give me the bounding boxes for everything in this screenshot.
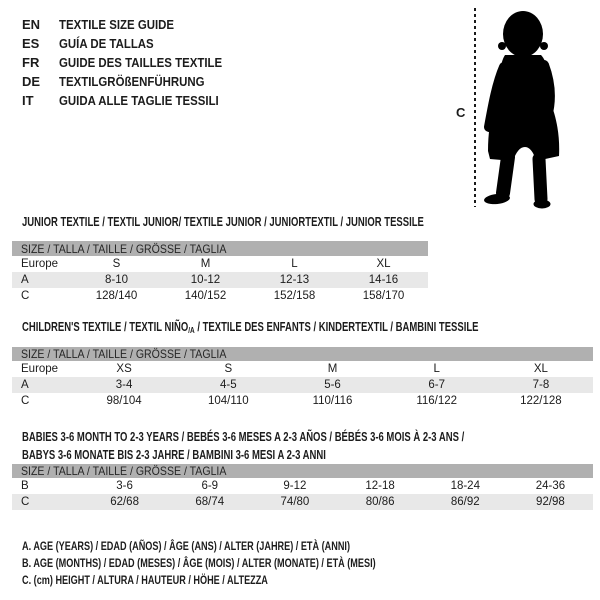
language-label: GUIDE DES TAILLES TEXTILE xyxy=(59,55,223,70)
row-label: A xyxy=(21,379,29,391)
cell: 8-10 xyxy=(104,274,129,286)
row-label: C xyxy=(21,496,30,508)
junior-table-title: JUNIOR TEXTILE / TEXTIL JUNIOR/ TEXTILE JUNIOR / JUNIORTEXTIL / JUNIOR TESSILE xyxy=(22,215,424,229)
table-row xyxy=(12,272,428,288)
cell: 122/128 xyxy=(520,395,562,407)
cell: 68/74 xyxy=(195,496,225,508)
footnote-a: A. AGE (YEARS) / EDAD (AÑOS) / ÂGE (ANS) / ALTER (JAHRE) / ETÀ (ANNI) xyxy=(22,539,350,553)
babies-table-title-line2: BABYS 3-6 MONATE BIS 2-3 JAHRE / BAMBINI 3-6 MESI A 2-3 ANNI xyxy=(22,447,326,462)
row-label: Europe xyxy=(21,363,59,375)
babies-size-header-bar: SIZE / TALLA / TAILLE / GRÖSSE / TAGLIA xyxy=(12,464,593,478)
childrens-table-section xyxy=(12,320,593,409)
language-label: TEXTILGRÖßENFÜHRUNG xyxy=(59,74,205,89)
table-row xyxy=(12,377,593,393)
cell: L xyxy=(291,258,298,270)
cell: 128/140 xyxy=(95,290,138,302)
language-row-de xyxy=(22,72,244,91)
cell: 92/98 xyxy=(536,496,565,508)
toddler-silhouette-image xyxy=(483,9,569,209)
cell: 86/92 xyxy=(450,496,480,508)
title-text: CHILDREN'S TEXTILE / TEXTIL NIÑO xyxy=(22,320,189,334)
language-label: GUIDA ALLE TAGLIE TESSILI xyxy=(59,93,219,108)
language-label: TEXTILE SIZE GUIDE xyxy=(59,17,175,32)
table-row xyxy=(12,256,428,272)
cell: 10-12 xyxy=(190,274,221,286)
cell: 4-5 xyxy=(219,379,237,391)
row-label: C xyxy=(21,290,30,302)
childrens-size-header-bar: SIZE / TALLA / TAILLE / GRÖSSE / TAGLIA xyxy=(12,347,593,361)
table-row xyxy=(12,288,428,304)
title-subscript: /A xyxy=(188,325,195,335)
cell: XS xyxy=(116,363,132,375)
cell: 5-6 xyxy=(324,379,341,391)
junior-size-header-bar: SIZE / TALLA / TAILLE / GRÖSSE / TAGLIA xyxy=(12,241,428,256)
cell: 3-6 xyxy=(116,480,133,492)
cell: 158/170 xyxy=(362,290,405,302)
childrens-table-title xyxy=(12,320,593,334)
cell: 152/158 xyxy=(273,290,316,302)
language-row-fr xyxy=(22,53,244,72)
language-code: IT xyxy=(22,93,34,108)
babies-table-title-line1: BABIES 3-6 MONTH TO 2-3 YEARS / BEBÉS 3-6 MESES A 2-3 AÑOS / BÉBÉS 3-6 MOIS À 2-3 ANS / xyxy=(22,430,465,444)
row-label: Europe xyxy=(21,258,59,270)
cell: 62/68 xyxy=(110,496,139,508)
language-list xyxy=(22,15,244,110)
table-row xyxy=(12,361,593,377)
language-row-es xyxy=(22,34,244,53)
language-row-en xyxy=(22,15,244,34)
language-code: FR xyxy=(22,55,40,70)
cell: 18-24 xyxy=(450,480,480,492)
language-code: EN xyxy=(22,17,41,32)
table-row xyxy=(12,494,593,510)
language-code: DE xyxy=(22,74,41,89)
cell: 6-7 xyxy=(428,379,446,391)
footnotes xyxy=(12,538,487,589)
row-label: A xyxy=(21,274,29,286)
cell: 80/86 xyxy=(365,496,395,508)
cell: 14-16 xyxy=(368,274,399,286)
footnote-b: B. AGE (MONTHS) / EDAD (MESES) / ÂGE (MOIS) / ALTER (MONATE) / ETÀ (MESI) xyxy=(22,556,376,570)
language-code: ES xyxy=(22,36,40,51)
cell: 12-18 xyxy=(365,480,395,492)
height-marker-label: C xyxy=(456,105,466,120)
cell: 24-36 xyxy=(535,480,566,492)
babies-table-section xyxy=(12,429,593,510)
cell: S xyxy=(224,363,233,375)
junior-table-section xyxy=(12,215,428,304)
cell: 110/116 xyxy=(312,395,353,407)
cell: M xyxy=(327,363,338,375)
row-label: B xyxy=(21,480,29,492)
cell: 98/104 xyxy=(106,395,142,407)
table-row xyxy=(12,393,593,409)
cell: 6-9 xyxy=(201,480,219,492)
language-row-it xyxy=(22,91,244,110)
cell: M xyxy=(200,258,211,270)
title-text: / TEXTILE DES ENFANTS / KINDERTEXTIL / BAMBINI TESSILE xyxy=(194,320,479,334)
cell: XL xyxy=(533,363,548,375)
cell: 140/152 xyxy=(184,290,227,302)
cell: 3-4 xyxy=(115,379,133,391)
cell: S xyxy=(112,258,121,270)
footnote-c: C. (cm) HEIGHT / ALTURA / HAUTEUR / HÖHE / ALTEZZA xyxy=(22,573,268,587)
cell: 12-13 xyxy=(279,274,310,286)
cell: 116/122 xyxy=(416,395,458,407)
row-label: C xyxy=(21,395,30,407)
height-measure-dashed-line xyxy=(474,8,476,207)
cell: L xyxy=(433,363,440,375)
language-label: GUÍA DE TALLAS xyxy=(59,36,154,51)
cell: 104/110 xyxy=(207,395,249,407)
cell: 7-8 xyxy=(532,379,550,391)
table-row xyxy=(12,478,593,494)
cell: 74/80 xyxy=(280,496,310,508)
cell: XL xyxy=(376,258,391,270)
cell: 9-12 xyxy=(283,480,307,492)
